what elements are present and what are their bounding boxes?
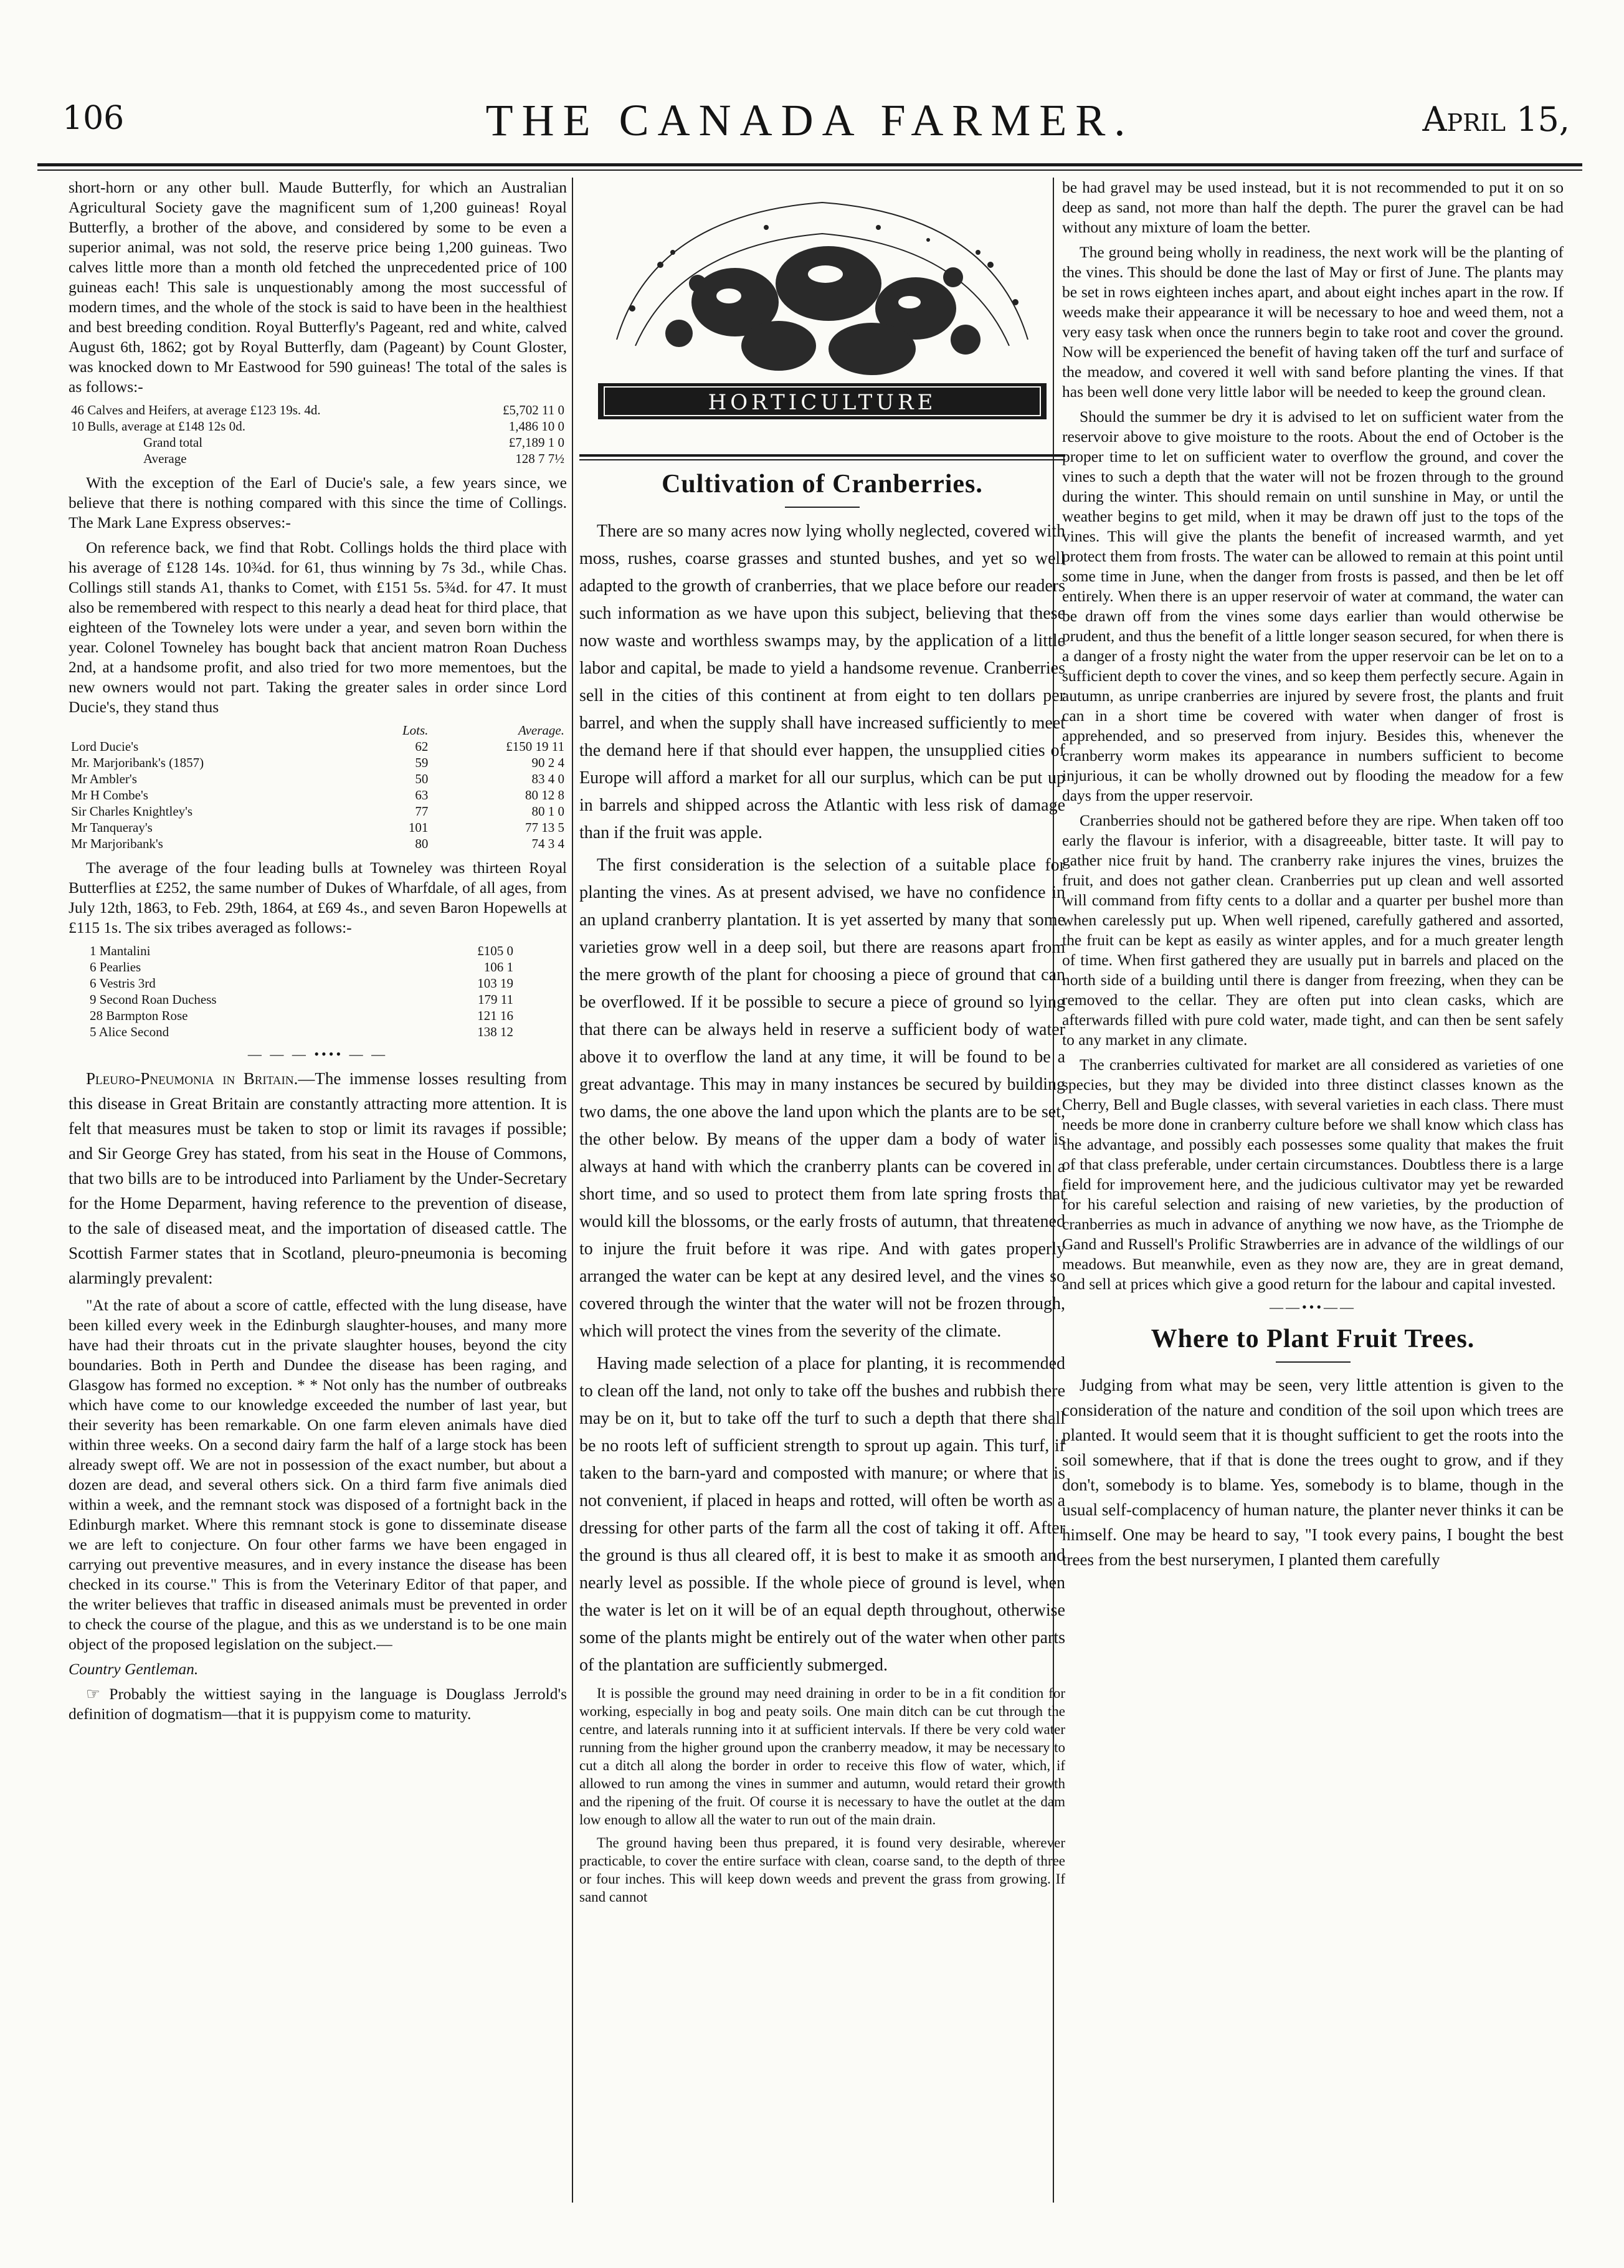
table-cell: 121 16 xyxy=(477,1008,513,1023)
table-cell: 28 Barmpton Rose xyxy=(90,1008,188,1023)
table-cell: £105 0 xyxy=(477,943,513,958)
table-cell: £5,702 11 0 xyxy=(503,403,564,417)
table-cell: Sir Charles Knightley's xyxy=(71,804,193,819)
table-cell: Lord Ducie's xyxy=(71,739,139,754)
header-rule-thin xyxy=(37,169,1582,171)
article-heading: Where to Plant Fruit Trees. xyxy=(1151,1325,1475,1353)
table-row xyxy=(87,959,516,975)
table-cell: 103 19 xyxy=(477,976,513,991)
sales-comparison-table xyxy=(69,722,567,852)
table-row xyxy=(69,402,567,418)
quote-paragraph: "At the rate of about a score of cattle, effected with the lung disease, have been killed every week in the Edinburgh slaughter-houses, and many more have had their throats cut in the private slaughter houses, beyond the city boundaries. Both in Perth and Dundee the disease has been raging, and Glasgow has formed no exception. * * Not only has the number of outbreaks which have come to our knowledge exceeded the number of last year, but their severity has been remarkable. On one farm eleven animals have died within three weeks. On a second dairy farm the half of a large stock has been already swept off. We are not in possession of the exact number, but about a dozen are dead, and several others sick. On a third farm five animals died within a week, and the remnant stock was disposed of a fortnight back in the Edinburgh market. Where this remnant stock is gone to disseminate disease we are left to conjecture. On four other farms we have been engaged in carrying out preventive measures, and in every instance the disease has been checked in its course." This is from the Veterinary Editor of that paper, and the writer believes that traffic in diseased animals must be prevented in order to check the course of the plague, and this as we understand is to be one main object of the proposed legislation on the subject.— xyxy=(69,1296,567,1653)
issue-date: April 15, xyxy=(1422,100,1570,139)
column-right xyxy=(1062,178,1564,2215)
table-cell: 6 Vestris 3rd xyxy=(90,976,156,991)
table-row xyxy=(69,434,567,450)
table-row xyxy=(69,819,567,836)
paragraph-body: —The immense losses resulting from this disease in Great Britain are constantly attracting more attention. It is felt that measures must be taken to stop or limit its ravages if possible; and Sir George Grey has stated, from his seat in the House of Commons, that two bills are to be introduced into Parliament by the Under-Secretary for the Home Deparment, having reference to the prevention of disease, to the sale of diseased meat, and the importation of diseased cattle. The Scottish Farmer states that in Scotland, pleuro-pneumonia is becoming alarmingly prevalent: xyxy=(69,1069,567,1287)
article-paragraph: On reference back, we find that Robt. Collings holds the third place with his average of £128 14s. 10¾d. for 61, thus winning by 7s 3d., while Chas. Collings still stands A1, thanks to Comet, with £151 5s. 5¾d. for 47. It must also be remembered with respect to this nearly a dead heat for third place, that eighteen of the Towneley lots were under a year, and seven born within the year. Colonel Towneley has bought back that ancient matron Roan Duchess 2nd, at a handsome profit, and also tried for two more mementoes, but the new owners would not part. Taking the greater sales in order since Lord Ducie's, they stand thus xyxy=(69,538,567,716)
article-paragraph: The cranberries cultivated for market are all considered as varieties of one species, but they may be divided into three distinct classes known as the Cherry, Bell and Bugle classes, with several varieties in each class. There must needs be more done in cranberry culture before we shall know which class has the advantage, and possibly each possesses some quality that makes the fruit of that class preferable, under certain circumstances. Doubtless there is a large field for improvement here, and the judicious cultivator may yet be rewarded for his careful selection and raising of new varieties, by the production of cranberries as much in advance of anything we now have, as the Triomphe de Gand and Russell's Prolific Strawberries are in advance of the wildlings of our meadows. But meanwhile, even as they now are, they are in great demand, and sell at prices which give a good return for the labour and capital invested. xyxy=(1062,1055,1564,1293)
masthead-title: THE CANADA FARMER. xyxy=(485,95,1134,145)
tribes-table xyxy=(87,943,516,1040)
page-number: 106 xyxy=(62,100,125,137)
table-header-row xyxy=(69,722,567,738)
column-left xyxy=(69,178,567,2215)
table-row xyxy=(69,771,567,787)
table-cell: 80 1 0 xyxy=(531,804,564,819)
table-cell: 128 7 7½ xyxy=(515,451,564,466)
article-paragraph: It is possible the ground may need draining in order to be in a fit condition for working, especially in bog and peaty soils. One main ditch can be cut through the centre, and laterals running into it at sufficient intervals. If there be very cold water running from the higher ground upon the cranberry meadow, it may be necessary to cut a ditch all along the border in order to receive this flow of water, which, if allowed to run among the vines in summer and autumn, would retard their growth and the ripening of the fruit. Of course it is necessary to have the outlet at the dam low enough to allow all the water to run out of the main drain. xyxy=(579,1685,1065,1827)
section-separator: — — — •••• — — xyxy=(247,1046,388,1062)
table-cell: 1 Mantalini xyxy=(90,943,151,958)
table-row xyxy=(87,1008,516,1024)
table-cell: 77 xyxy=(415,804,429,819)
source-credit: Country Gentleman. xyxy=(69,1660,199,1678)
table-cell: 77 13 5 xyxy=(525,820,564,835)
page-header xyxy=(37,81,1582,162)
table-cell: Mr Ambler's xyxy=(71,771,137,786)
table-cell: 1,486 10 0 xyxy=(508,419,564,434)
banner-rule xyxy=(579,454,1065,457)
banner-rule-thin xyxy=(579,459,1065,460)
table-cell: 59 xyxy=(415,755,429,770)
table-cell: 46 Calves and Heifers, at average £123 19s. 4d. xyxy=(71,403,321,417)
table-cell: 80 xyxy=(415,836,429,851)
table-row xyxy=(69,450,567,467)
table-header xyxy=(69,722,364,738)
heading-rule xyxy=(1276,1361,1351,1363)
table-cell: Mr Tanqueray's xyxy=(71,820,153,835)
table-cell: Grand total xyxy=(143,435,203,450)
article-paragraph: The ground being wholly in readiness, the next work will be the planting of the vines. This should be done the last of May or first of June. The plants may be set in rows eighteen inches apart, and about eight inches apart in the row. If weeds make their appearance it will be necessary to hoe and weed them, not a very easy task when once the runners begin to take root and cover the ground. Now will be experienced the benefit of having taken off the turf and surface of the meadow, and covered it well with sand before planting the vines. If that has been well done very little labor will be needed to keep the ground clean. xyxy=(1062,243,1564,401)
article-paragraph: Cranberries should not be gathered before they are ripe. When taken off too early the flavour is inferior, with a disagreeable, bitter taste. It will pay to gather nice fruit by hand. The cranberry rake injures the vines, bruizes the fruit, and does not gather clean. Cranberries put up clean and well assorted will command from fifty cents to a dollar and a quarter per bushel more than when carelessly put up. When well ripened, carefully gathered and assorted, the fruit can be kept as easily as winter apples, and for a much greater length of time. When first gathered they are usually put in barrels and placed on the north side of a building until there is danger from freezing, when they can be removed to the cellar. They are often put into clean casks, which are afterwards filled with pure cold water, made tight, and can then be sent safely to any market in any climate. xyxy=(1062,811,1564,1049)
table-cell: 179 11 xyxy=(478,992,513,1007)
article-paragraph: be had gravel may be used instead, but it is not recommended to put it on so deep as sand, not more than half the depth. The purer the gravel can be had without any mixture of loam the better. xyxy=(1062,178,1564,236)
banner-title: HORTICULTURE xyxy=(708,390,937,415)
header-rule xyxy=(37,163,1582,166)
table-cell: Average xyxy=(143,451,187,466)
table-cell: 101 xyxy=(408,820,429,835)
table-cell: Mr Marjoribank's xyxy=(71,836,163,851)
table-row xyxy=(69,803,567,819)
table-row xyxy=(87,1024,516,1040)
article-paragraph: The first consideration is the selection of a suitable place for planting the vines. As at present advised, we have no confidence in an upland cranberry plantation. It is yet asserted by many that some varieties grow well in a deep soil, but there are reasons apart from the mere growth of the plant for choosing a piece of ground that can be overflowed. If it be possible to secure a piece of ground so lying that there can be always held in reserve a sufficient body of water above it to overflow the land at any time, it will be found to be a great advantage. This may in many instances be secured by building two dams, the one above the land upon which the plants are to be set, the other below. By means of the upper dam a body of water is always at hand with which the cranberry plants can be covered in a short time, and so used to protect them from late spring frosts that would kill the blossoms, or the early frosts of autumn, that threatened to injure the fruit before it was ripe. And with gates properly arranged the water can be kept at any desired level, and the vines so covered through the winter that the water will not be frozen through, which will protect the vines from the severity of the climate. xyxy=(579,855,1065,1341)
table-cell: £7,189 1 0 xyxy=(508,435,564,450)
article-paragraph: Having made selection of a place for planting, it is recommended to clean off the land, not only to take off the bushes and rubbish there may be on it, but to take off the turf to such a depth that there shall be no roots left of sufficient strength to sprout up again. This turf, if taken to the barn-yard and composted with manure; or where that is not convenient, if placed in heaps and rotted, will often be worth as a dressing for other parts of the farm all the cost of taking it off. After the ground is thus all cleared off, it is best to make it as smooth and nearly level as possible. If the whole piece of ground is level, when the water is let on it will be of an equal depth throughout, otherwise some of the plants might be entirely out of the water when other parts of the plantation are sufficiently submerged. xyxy=(579,1354,1065,1675)
table-cell: 63 xyxy=(415,788,429,803)
article-heading: Cultivation of Cranberries. xyxy=(662,470,983,498)
table-row xyxy=(69,836,567,852)
article-paragraph: ☞ Probably the wittiest saying in the language is Douglass Jerrold's definition of dogmatism—that it is puppyism come to maturity. xyxy=(69,1685,567,1723)
fruit-basket-illustration xyxy=(579,178,1065,452)
table-row xyxy=(87,943,516,959)
table-header: Average. xyxy=(518,723,564,738)
table-cell: 83 4 0 xyxy=(531,771,564,786)
table-cell: Mr H Combe's xyxy=(71,788,148,803)
table-cell: 80 12 8 xyxy=(525,788,564,803)
sales-table xyxy=(69,402,567,467)
table-cell: 10 Bulls, average at £148 12s 0d. xyxy=(71,419,245,434)
article-paragraph: The average of the four leading bulls at Towneley was thirteen Royal Butterflies at £252, the same number of Dukes of Wharfdale, of all ages, from July 12th, 1863, to Feb. 29th, 1864, at £69 4s., and seven Baron Hopewells at £115 1s. The six tribes averaged as follows:- xyxy=(69,859,567,936)
heading-rule xyxy=(785,507,860,508)
table-row xyxy=(69,418,567,434)
article-paragraph: short-horn or any other bull. Maude Butterfly, for which an Australian Agricultural Society gave the magnificent sum of 1,200 guineas! Royal Butterfly, a brother of the above, and considered by some to be even a superior animal, was not sold, the reserve price being 1,200 guineas. Two calves little more than a month old fetched the unprecedented price of 100 guineas each! This sale is unquestionably among the most successful of modern times, and the whole of the stock is said to have been in the healthiest and best breeding condition. Royal Butterfly's Pageant, red and white, calved August 6th, 1862; got by Royal Butterfly, dam (Pageant) by Count Gloster, was knocked down to Mr Eastwood for 590 guineas! The total of the sales is as follows:- xyxy=(69,178,567,396)
article-paragraph: The ground having been thus prepared, it is found very desirable, wherever practicable, to cover the entire surface with clean, coarse sand, to the depth of three or four inches. This will keep down weeds and prevent the grass from growing. If sand cannot xyxy=(579,1835,1065,1905)
table-row xyxy=(69,755,567,771)
table-cell: 138 12 xyxy=(477,1024,513,1039)
table-cell: Mr. Marjoribank's (1857) xyxy=(71,755,204,770)
table-cell: £150 19 11 xyxy=(506,739,564,754)
article-paragraph: With the exception of the Earl of Ducie's sale, a few years since, we believe that there is nothing compared with this since the time of Collings. The Mark Lane Express observes:- xyxy=(69,474,567,531)
table-cell: 50 xyxy=(415,771,429,786)
table-cell: 74 3 4 xyxy=(531,836,564,851)
table-row xyxy=(69,787,567,803)
table-cell: 90 2 4 xyxy=(531,755,564,770)
column-divider xyxy=(572,178,573,2203)
horticulture-banner xyxy=(579,178,1065,452)
table-cell: 106 1 xyxy=(483,960,513,974)
table-cell: 5 Alice Second xyxy=(90,1024,169,1039)
table-cell: 6 Pearlies xyxy=(90,960,141,974)
article-paragraph: Judging from what may be seen, very little attention is given to the consideration of the nature and condition of the soil upon which trees are planted. It would seem that it is thought sufficient to get the roots into the soil somewhere, that if that is done the trees ought to grow, and if they don't, somebody is to blame. Yes, somebody is to blame, though in the usual self-complacency of human nature, the planter never thinks it can be himself. One may be heard to say, "I took every pains, I bought the best trees from the best nurserymen, I planted them carefully xyxy=(1062,1376,1564,1569)
table-cell: 62 xyxy=(415,739,429,754)
paragraph-lead: Pleuro-Pneumonia in Britain. xyxy=(86,1069,298,1088)
article-paragraph: Should the summer be dry it is advised to let on sufficient water from the reservoir above to give moisture to the roots. About the end of October is the proper time to let on sufficient water to overflow the ground, and cover the vines to such a depth that the water will not be frozen through to the ground during the winter. This should remain on until sunshine in May, or until the weather begins to get mild, when it may be drawn off just to the tops of the vines. This will give the plants the benefit of increased warmth, and yet protect them from frosts. The water can be allowed to remain at this point until some time in June, when the danger from frosts is passed, and then be let off entirely. When there is an upper reservoir of water at command, the water can be drawn off from the vines some days earlier than would otherwise be prudent, and thus the benefit of a little longer season secured, for when there is a danger of a frosty night the water from the upper reservoir can be let on to a sufficient depth to cover the vines, and so keep them perfectly secure. Again in autumn, as unripe cranberries are injured by severe frost, the plants and fruit can in a short time be covered with water when danger of frost is apprehended, and so preserved from injury. Besides this, whenever the cranberry worm makes its appearance in numbers sufficient to become injurious, it can be wholly drowned out by flooding the meadow for a few days from the upper reservoir. xyxy=(1062,407,1564,804)
table-cell: 9 Second Roan Duchess xyxy=(90,992,217,1007)
section-separator: ——•••—— xyxy=(1269,1299,1357,1315)
article-paragraph xyxy=(69,1066,567,1290)
table-header: Lots. xyxy=(402,723,429,738)
article-paragraph: There are so many acres now lying wholly neglected, covered with moss, rushes, coarse grasses and stunted bushes, and yet so well adapted to the growth of cranberries, that we place before our readers such information as we have upon this subject, believing that these now waste and worthless swamps may, by the application of a little labor and capital, be made to yield a handsome revenue. Cranberries sell in the cities of this continent at from eight to ten dollars per barrel, and when the supply shall have increased sufficiently to meet the demand here if that should ever happen, the unsupplied cities of Europe will afford a market for all our surplus, which can be put up in barrels and shipped across the Atlantic with less risk of damage than if the fruit was apple. xyxy=(579,522,1065,842)
table-row xyxy=(87,975,516,991)
column-center xyxy=(579,178,1065,2215)
table-row xyxy=(87,991,516,1008)
table-row xyxy=(69,738,567,755)
